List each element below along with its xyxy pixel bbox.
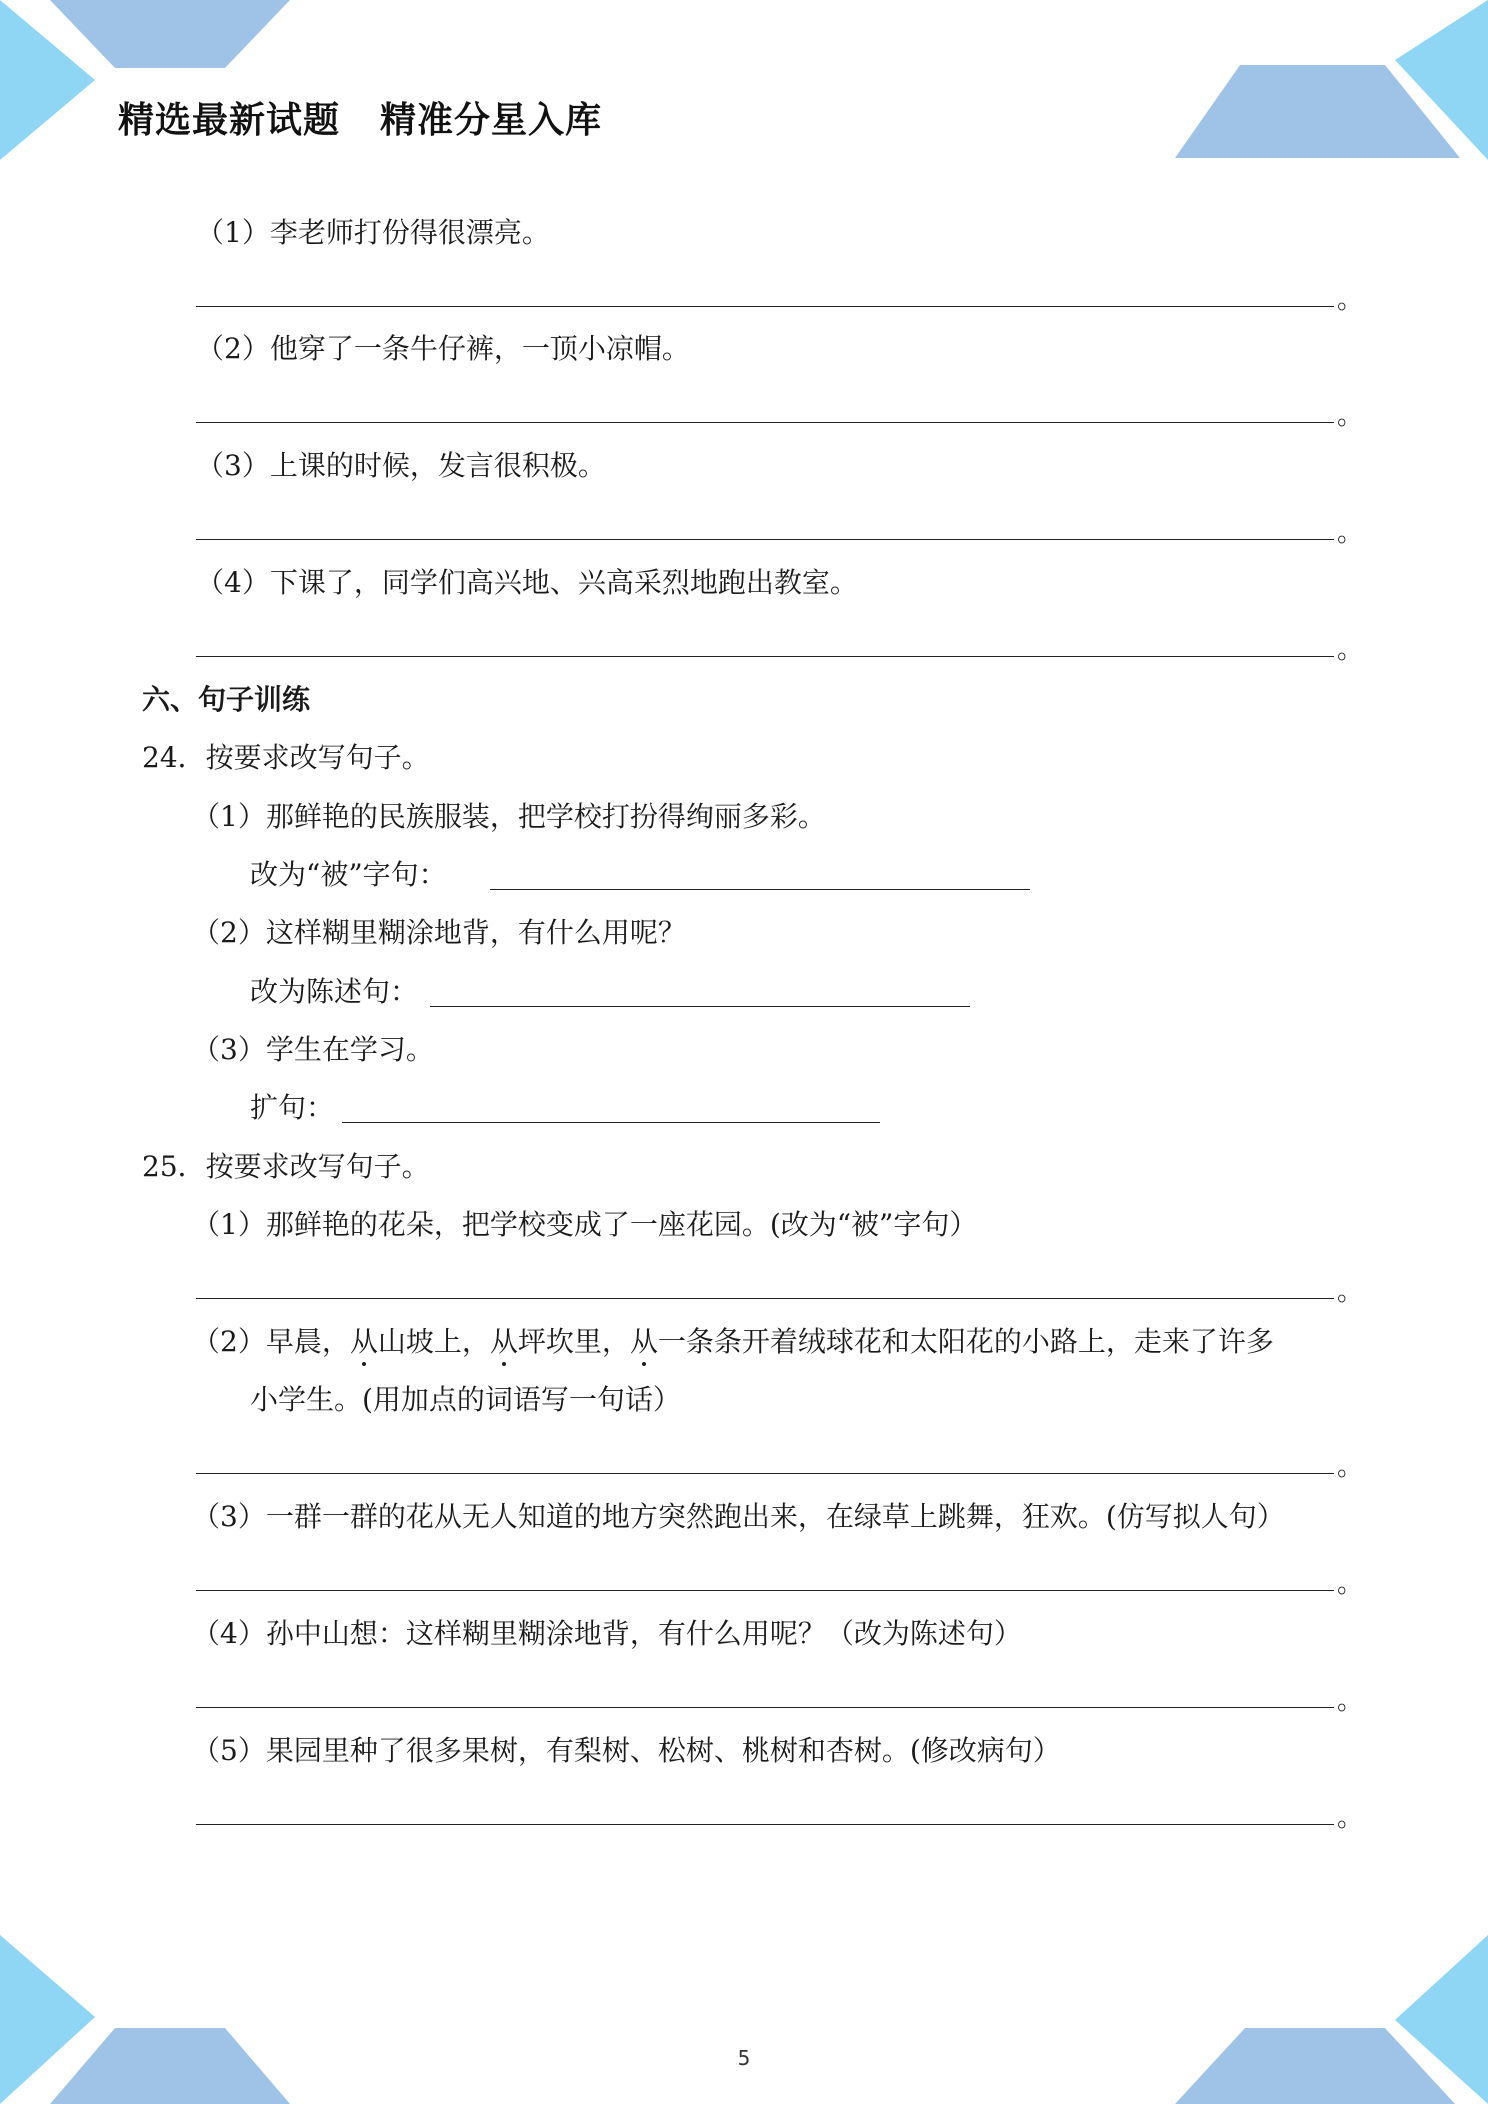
header-title — [118, 92, 602, 143]
q25-sub2-text: 坪坎里， — [517, 1325, 630, 1358]
answer-period: 。 — [1337, 635, 1364, 665]
top-item-4: （4）下课了，同学们高兴地、兴高采烈地跑出教室。 — [196, 566, 858, 599]
answer-period: 。 — [1337, 1452, 1364, 1482]
top-item-3: （3）上课的时候，发言很积极。 — [196, 449, 606, 482]
answer-line-q25-1[interactable] — [196, 1298, 1334, 1299]
answer-period: 。 — [1337, 1569, 1364, 1599]
q24-sub1-prompt: 改为“被”字句： — [250, 858, 447, 891]
top-item-1: （1）李老师打份得很漂亮。 — [196, 216, 550, 249]
answer-line-q25-3[interactable] — [196, 1590, 1334, 1591]
answer-line-q25-5[interactable] — [196, 1824, 1334, 1825]
answer-line-q25-2[interactable] — [196, 1473, 1334, 1474]
top-item-2: （2）他穿了一条牛仔裤，一顶小凉帽。 — [196, 332, 690, 365]
q24-sub2: （2）这样糊里糊涂地背，有什么用呢？ — [192, 916, 686, 949]
answer-period: 。 — [1337, 1803, 1364, 1833]
q25-sub2-text: （2）早晨， — [192, 1325, 350, 1358]
q25-sub2-line1 — [192, 1322, 1274, 1362]
header-title-part1: 精选最新试题 — [118, 100, 341, 141]
answer-line-q24-2[interactable] — [430, 1006, 970, 1007]
dotted-word: 从 — [490, 1322, 518, 1362]
q25-sub1: （1）那鲜艳的花朵，把学校变成了一座花园。(改为“被”字句） — [192, 1208, 978, 1241]
answer-line-q24-3[interactable] — [342, 1122, 880, 1123]
q24-sub3-prompt: 扩句： — [250, 1091, 335, 1124]
answer-period: 。 — [1337, 285, 1364, 315]
header-title-part2: 精准分星入库 — [380, 100, 603, 141]
answer-period: 。 — [1337, 1686, 1364, 1716]
answer-line-q24-1[interactable] — [490, 889, 1030, 890]
q25-sub2-text: 一条条开着绒球花和太阳花的小路上，走来了许多 — [657, 1325, 1274, 1358]
q25-sub2-text: 山坡上， — [377, 1325, 490, 1358]
q24-sub1: （1）那鲜艳的民族服装，把学校打扮得绚丽多彩。 — [192, 800, 826, 833]
q25-sub3: （3）一群一群的花从无人知道的地方突然跑出来，在绿草上跳舞，狂欢。(仿写拟人句） — [192, 1500, 1285, 1533]
answer-line-top-3[interactable] — [196, 539, 1334, 540]
q24-stem: 24．按要求改写句子。 — [142, 741, 430, 774]
answer-line-top-4[interactable] — [196, 656, 1334, 657]
q25-sub5: （5）果园里种了很多果树，有梨树、松树、桃树和杏树。(修改病句） — [192, 1734, 1061, 1767]
answer-period: 。 — [1337, 1277, 1364, 1307]
dotted-word: 从 — [350, 1322, 378, 1362]
q24-sub3: （3）学生在学习。 — [192, 1033, 434, 1066]
page-number: 5 — [737, 2046, 751, 2070]
section-title: 六、句子训练 — [142, 683, 311, 716]
q25-stem: 25．按要求改写句子。 — [142, 1150, 430, 1183]
answer-line-q25-4[interactable] — [196, 1707, 1334, 1708]
q25-sub2-line2: 小学生。(用加点的词语写一句话） — [250, 1383, 681, 1416]
dotted-word: 从 — [630, 1322, 658, 1362]
q25-sub4: （4）孙中山想：这样糊里糊涂地背，有什么用呢？（改为陈述句） — [192, 1617, 1022, 1650]
answer-line-top-2[interactable] — [196, 422, 1334, 423]
top-left-trapezoid-shape — [50, 0, 290, 68]
answer-period: 。 — [1337, 518, 1364, 548]
q24-sub2-prompt: 改为陈述句： — [250, 975, 419, 1008]
answer-period: 。 — [1337, 401, 1364, 431]
answer-line-top-1[interactable] — [196, 306, 1334, 307]
